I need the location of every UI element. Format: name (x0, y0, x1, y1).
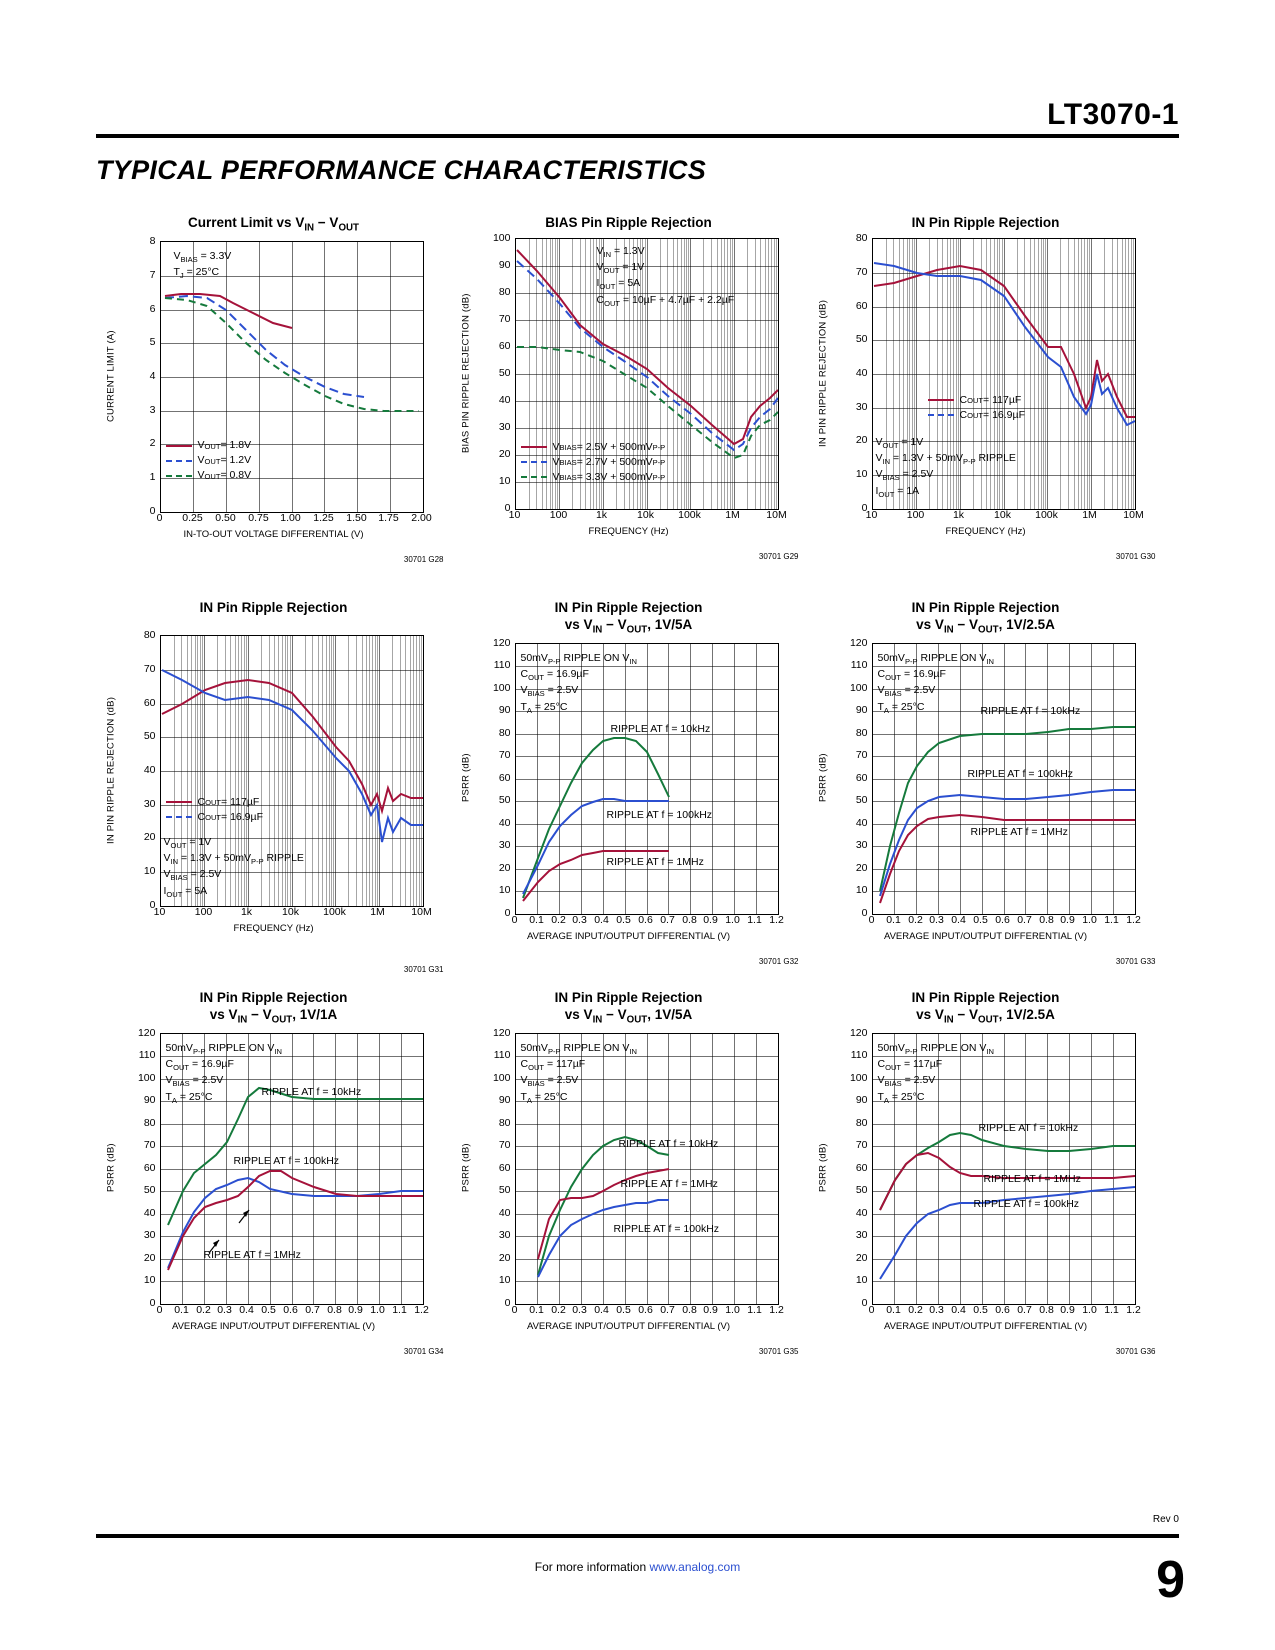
conditions-note: $50mV_{P-P}$ RIPPLE ON $V_{IN}$ $C_{OUT} = 117\mu F$ $V_{BIAS} = 2.5V$ $T_A = 25^\circ C$ (877, 1041, 994, 1105)
legend: C OUT = 117µF C OUT = 16.9µF (928, 393, 1025, 423)
figure-id: 30701 G32 (758, 956, 799, 966)
y-tick-labels: 0 1 2 3 4 5 6 7 8 (149, 234, 156, 517)
x-axis-label: IN-TO-OUT VOLTAGE DIFFERENTIAL (V) (183, 528, 364, 540)
chart-row-3 (96, 990, 1181, 1375)
annotation-1mhz: RIPPLE AT f = 1MHz (620, 1177, 718, 1190)
figure-id: 30701 G28 (403, 554, 444, 564)
chart-psrr-1v-25a-169uf (808, 600, 1163, 985)
chart-title: IN Pin Ripple Rejection vs $V_{IN} - V_{OUT}$, 1V/5A (554, 600, 703, 636)
annotation-10khz: RIPPLE AT f = 10kHz (618, 1137, 719, 1150)
y-axis-label: IN PIN RIPPLE REJECTION (dB) (105, 696, 116, 844)
y-tick-labels: 0 10 20 30 40 50 60 70 80 90 100 110 120 (492, 636, 511, 919)
chart-in-pin-ripple-rejection-1a (808, 215, 1163, 600)
chart-title: IN Pin Ripple Rejection vs $V_{IN} - V_{OUT}$, 1V/5A (554, 990, 703, 1026)
revision-label: Rev 0 (1152, 1514, 1179, 1525)
chart-psrr-1v-5a-169uf (451, 600, 806, 985)
analog-link[interactable]: www.analog.com (649, 1560, 741, 1574)
conditions-note: $50mV_{P-P}$ RIPPLE ON $V_{IN}$ $C_{OUT} = 16.9\mu F$ $V_{BIAS} = 2.5V$ $T_A = 25^\circ C$ (165, 1041, 282, 1105)
chart-row-2 (96, 600, 1181, 990)
conditions-note: $V_{OUT} = 1V$ $V_{IN} = 1.3V + 50mV_{P-P}$ RIPPLE $V_{BIAS} = 2.5V$ $I_{OUT} = 5A$ (163, 835, 304, 899)
conditions-note: $V_{BIAS} = 3.3V$ $T_J = 25^\circ C$ (173, 249, 232, 281)
chart-title: IN Pin Ripple Rejection (911, 215, 1060, 230)
figure-id: 30701 G30 (1115, 551, 1156, 561)
y-axis-label: PSRR (dB) (460, 753, 471, 803)
x-tick-labels: 0 0.1 0.2 0.3 0.4 0.5 0.6 0.7 0.8 0.9 1.0 1.1 1.2 (511, 913, 784, 926)
x-tick-labels: 10 100 1k 10k 100k 1M 10M (508, 508, 787, 521)
x-axis-label: FREQUENCY (Hz) (945, 525, 1026, 537)
conditions-note: $50mV_{P-P}$ RIPPLE ON $V_{IN}$ $C_{OUT} = 16.9\mu F$ $V_{BIAS} = 2.5V$ $T_A = 25^\circ C$ (520, 651, 637, 715)
annotation-100khz: RIPPLE AT f = 100kHz (233, 1154, 340, 1167)
annotation-100khz: RIPPLE AT f = 100kHz (613, 1222, 720, 1235)
conditions-note: $V_{IN} = 1.3V$ $V_{OUT} = 1V$ $I_{OUT} = 5A$ $C_{OUT} = 10\mu F + 4.7\mu F + 2.2\mu F$ (596, 244, 735, 308)
footer-info (0, 1560, 1275, 1574)
chart-title: BIAS Pin Ripple Rejection (545, 215, 712, 230)
chart-psrr-1v-25a-117uf (808, 990, 1163, 1375)
chart-psrr-1v-1a-169uf (96, 990, 451, 1375)
section-title: TYPICAL PERFORMANCE CHARACTERISTICS (96, 155, 707, 185)
conditions-note: $V_{OUT} = 1V$ $V_{IN} = 1.3V + 50mV_{P-P}$ RIPPLE $V_{BIAS} = 2.5V$ $I_{OUT} = 1A$ (875, 435, 1016, 499)
x-tick-labels: 10 100 1k 10k 100k 1M 10M (865, 508, 1144, 521)
x-axis-label: AVERAGE INPUT/OUTPUT DIFFERENTIAL (V) (526, 1320, 731, 1332)
part-number: LT3070-1 (1047, 98, 1179, 131)
annotation-100khz: RIPPLE AT f = 100kHz (606, 808, 713, 821)
legend: C OUT = 117µF C OUT = 16.9µF (166, 795, 263, 825)
chart-title: IN Pin Ripple Rejection vs $V_{IN} - V_{OUT}$, 1V/2.5A (911, 600, 1060, 636)
x-axis-label: AVERAGE INPUT/OUTPUT DIFFERENTIAL (V) (526, 930, 731, 942)
annotation-10khz: RIPPLE AT f = 10kHz (261, 1085, 362, 1098)
x-tick-labels: 0 0.1 0.2 0.3 0.4 0.5 0.6 0.7 0.8 0.9 1.0 1.1 1.2 (156, 1303, 429, 1316)
y-tick-labels: 0 10 20 30 40 50 60 70 80 90 100 110 120 (849, 636, 868, 919)
footer-lead-text: For more information (534, 1560, 650, 1574)
x-axis-label: FREQUENCY (Hz) (233, 922, 314, 934)
y-axis-label: PSRR (dB) (460, 1143, 471, 1193)
y-axis-label: CURRENT LIMIT (A) (105, 329, 116, 422)
x-tick-labels: 0 0.1 0.2 0.3 0.4 0.5 0.6 0.7 0.8 0.9 1.0 1.1 1.2 (511, 1303, 784, 1316)
x-tick-labels: 0 0.1 0.2 0.3 0.4 0.5 0.6 0.7 0.8 0.9 1.0 1.1 1.2 (868, 913, 1141, 926)
y-axis-label: PSRR (dB) (817, 753, 828, 803)
chart-title: IN Pin Ripple Rejection (199, 600, 348, 615)
annotation-1mhz: RIPPLE AT f = 1MHz (606, 855, 704, 868)
chart-current-limit (96, 215, 451, 600)
legend: V BIAS = 2.5V + 500mV P-P V BIAS = 2.7V + 500mV P-P V BIAS = 3.3V + 500mV P-P (521, 440, 666, 485)
y-tick-labels: 0 10 20 30 40 50 60 70 80 90 100 110 120 (849, 1026, 868, 1309)
y-tick-labels: 0 10 20 30 40 50 60 70 80 (855, 231, 868, 514)
conditions-note: $50mV_{P-P}$ RIPPLE ON $V_{IN}$ $C_{OUT} = 16.9\mu F$ $V_{BIAS} = 2.5V$ $T_A = 25^\circ C$ (877, 651, 994, 715)
y-tick-labels: 0 10 20 30 40 50 60 70 80 90 100 110 120 (137, 1026, 156, 1309)
x-tick-labels: 0 0.25 0.50 0.75 1.00 1.25 1.50 1.75 2.00 (156, 511, 432, 524)
figure-id: 30701 G36 (1115, 1346, 1156, 1356)
figure-id: 30701 G33 (1115, 956, 1156, 966)
y-tick-labels: 0 10 20 30 40 50 60 70 80 90 100 110 120 (492, 1026, 511, 1309)
y-axis-label: PSRR (dB) (105, 1143, 116, 1193)
annotation-10khz: RIPPLE AT f = 10kHz (980, 704, 1081, 717)
page-number: 9 (1156, 1551, 1185, 1610)
y-axis-label: BIAS PIN RIPPLE REJECTION (dB) (460, 293, 471, 453)
annotation-1mhz: RIPPLE AT f = 1MHz (970, 825, 1068, 838)
x-axis-label: AVERAGE INPUT/OUTPUT DIFFERENTIAL (V) (883, 930, 1088, 942)
x-tick-labels: 0 0.1 0.2 0.3 0.4 0.5 0.6 0.7 0.8 0.9 1.0 1.1 1.2 (868, 1303, 1141, 1316)
x-axis-label: FREQUENCY (Hz) (588, 525, 669, 537)
figure-id: 30701 G35 (758, 1346, 799, 1356)
annotation-100khz: RIPPLE AT f = 100kHz (967, 767, 1074, 780)
chart-title: IN Pin Ripple Rejection vs $V_{IN} - V_{OUT}$, 1V/2.5A (911, 990, 1060, 1026)
charts-grid (96, 215, 1181, 1375)
chart-row-1 (96, 215, 1181, 600)
annotation-10khz: RIPPLE AT f = 10kHz (978, 1121, 1079, 1134)
chart-bias-pin-ripple-rejection (451, 215, 806, 600)
annotation-10khz: RIPPLE AT f = 10kHz (610, 722, 711, 735)
conditions-note: $50mV_{P-P}$ RIPPLE ON $V_{IN}$ $C_{OUT} = 117\mu F$ $V_{BIAS} = 2.5V$ $T_A = 25^\circ C$ (520, 1041, 637, 1105)
annotation-100khz: RIPPLE AT f = 100kHz (973, 1197, 1080, 1210)
chart-title: Current Limit vs $V_{IN} - V_{OUT}$ (188, 215, 359, 234)
y-tick-labels: 0 10 20 30 40 50 60 70 80 (143, 628, 156, 911)
figure-id: 30701 G34 (403, 1346, 444, 1356)
footer-divider (96, 1534, 1179, 1538)
header-divider (96, 134, 1179, 138)
annotation-1mhz: RIPPLE AT f = 1MHz (203, 1248, 301, 1261)
chart-psrr-1v-5a-117uf (451, 990, 806, 1375)
annotation-1mhz: RIPPLE AT f = 1MHz (983, 1172, 1081, 1185)
x-axis-label: AVERAGE INPUT/OUTPUT DIFFERENTIAL (V) (883, 1320, 1088, 1332)
figure-id: 30701 G29 (758, 551, 799, 561)
figure-id: 30701 G31 (403, 964, 444, 974)
y-axis-label: PSRR (dB) (817, 1143, 828, 1193)
x-axis-label: AVERAGE INPUT/OUTPUT DIFFERENTIAL (V) (171, 1320, 376, 1332)
x-tick-labels: 10 100 1k 10k 100k 1M 10M (153, 905, 432, 918)
chart-title: IN Pin Ripple Rejection vs $V_{IN} - V_{OUT}$, 1V/1A (199, 990, 348, 1026)
y-axis-label: IN PIN RIPPLE REJECTION (dB) (817, 299, 828, 447)
chart-in-pin-ripple-rejection-5a (96, 600, 451, 985)
y-tick-labels: 0 10 20 30 40 50 60 70 80 90 100 (492, 231, 511, 514)
legend: V OUT = 1.8V V OUT = 1.2V V OUT = 0.8V (166, 439, 252, 484)
